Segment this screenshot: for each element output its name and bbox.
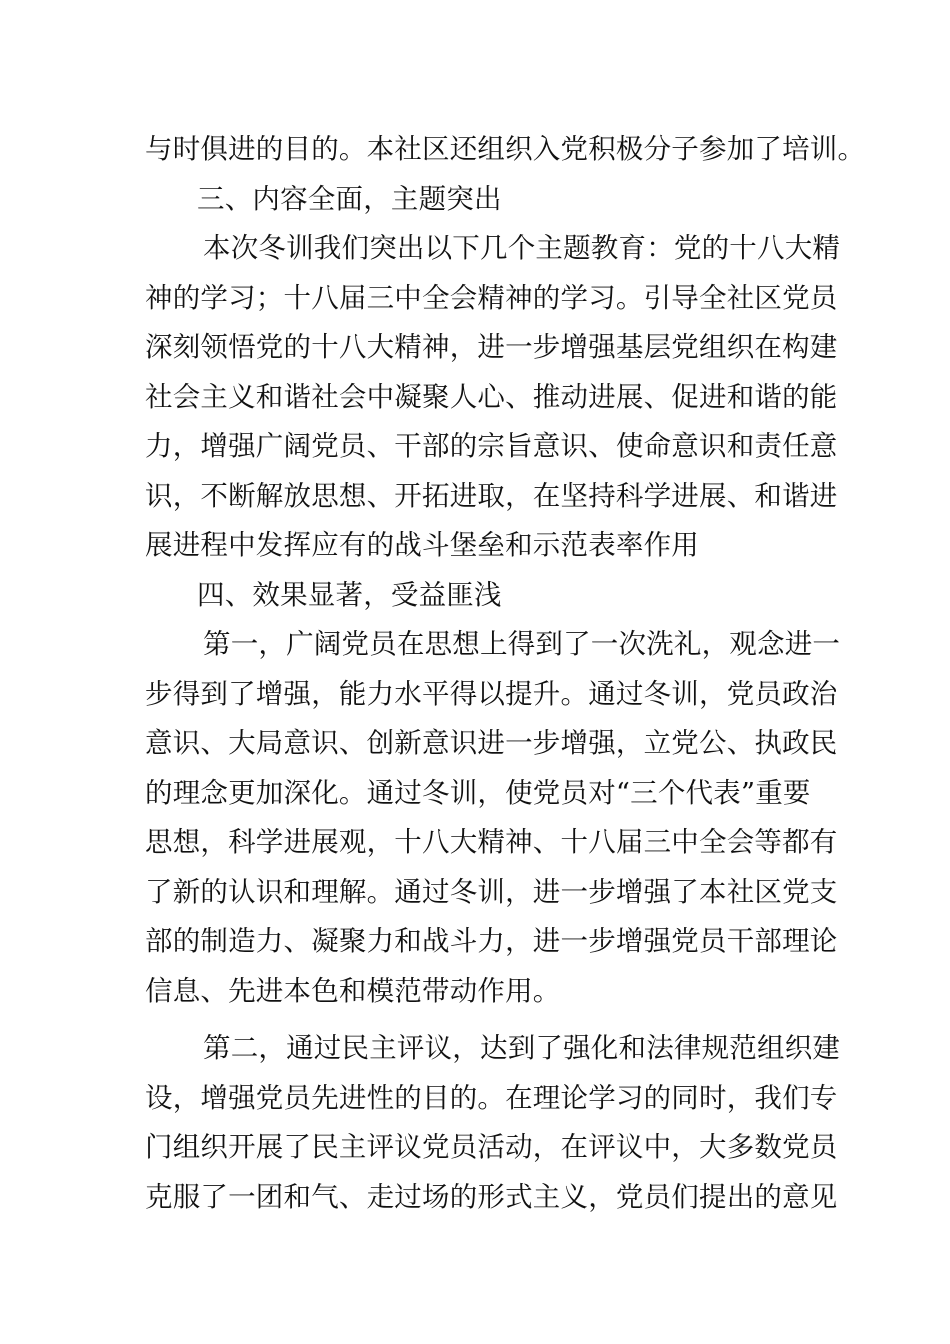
text-line-11: 第一，广阔党员在思想上得到了一次洗礼，观念进一: [203, 628, 841, 660]
text-line-14: 的理念更加深化。通过冬训，使党员对“三个代表”重要: [145, 776, 811, 809]
section-heading-4: 四、效果显著，受益匪浅: [197, 578, 502, 611]
text-line-7: 力，增强广阔党员、干部的宗旨意识、使命意识和责任意: [145, 430, 838, 462]
text-line-13: 意识、大局意识、创新意识进一步增强，立党公、执政民: [145, 727, 838, 759]
text-line-20: 设，增强党员先进性的目的。在理论学习的同时，我们专: [145, 1081, 838, 1114]
text-line-22: 克服了一团和气、走过场的形式主义，党员们提出的意见: [145, 1180, 838, 1213]
text-line-15: 思想，科学进展观，十八大精神、十八届三中全会等都有: [145, 826, 838, 858]
section-heading-3: 三、内容全面，主题突出: [197, 182, 502, 215]
text-line-18: 信息、先进本色和模范带动作用。: [145, 974, 561, 1007]
text-line-16: 了新的认识和理解。通过冬训，进一步增强了本社区党支: [145, 875, 838, 908]
text-line-9: 展进程中发挥应有的战斗堡垒和示范表率作用: [145, 529, 699, 561]
document-body: [145, 125, 866, 1222]
text-line-12: 步得到了增强，能力水平得以提升。通过冬训，党员政治: [145, 677, 838, 710]
text-line-1: 与时俱进的目的。本社区还组织入党积极分子参加了培训。: [145, 133, 866, 165]
text-line-8: 识，不断解放思想、开拓进取，在坚持科学进展、和谐进: [145, 479, 838, 512]
text-line-5: 深刻领悟党的十八大精神，进一步增强基层党组织在构建: [145, 331, 838, 363]
text-line-6: 社会主义和谐社会中凝聚人心、推动进展、促进和谐的能: [145, 380, 838, 413]
text-line-3: 本次冬训我们突出以下几个主题教育：党的十八大精: [203, 232, 841, 264]
paragraph-gap: [145, 1016, 810, 1024]
text-line-17: 部的制造力、凝聚力和战斗力，进一步增强党员干部理论: [145, 925, 838, 957]
text-line-4: 神的学习；十八届三中全会精神的学习。引导全社区党员: [145, 281, 838, 314]
text-line-21: 门组织开展了民主评议党员活动，在评议中，大多数党员: [145, 1131, 838, 1163]
text-line-19: 第二，通过民主评议，达到了强化和法律规范组织建: [203, 1032, 841, 1064]
